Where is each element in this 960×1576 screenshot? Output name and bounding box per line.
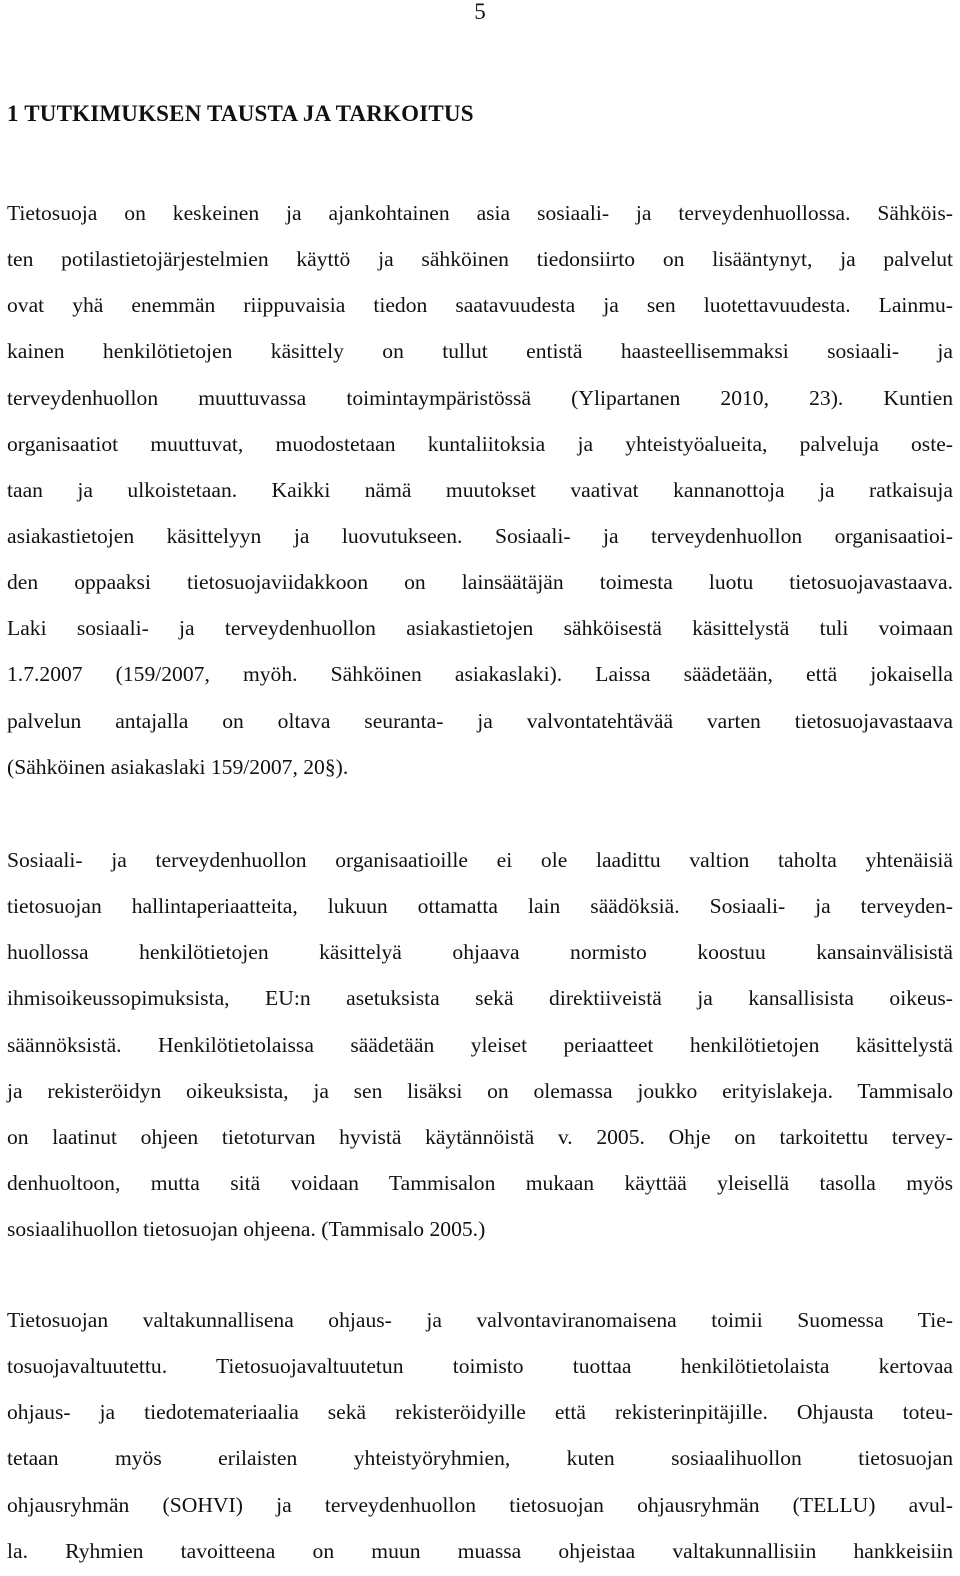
text-line: huollossa henkilötietojen käsittelyä ohjaava normisto koostuu kansainvälisistä — [7, 940, 953, 965]
text-line: tetaan myös erilaisten yhteistyöryhmien, kuten sosiaalihuollon tietosuojan — [7, 1446, 953, 1471]
text-line: ohjaus- ja tiedotemateriaalia sekä rekisteröidyille että rekisterinpitäjille. Ohjausta toteu- — [7, 1400, 953, 1425]
text-line: Laki sosiaali- ja terveydenhuollon asiakastietojen sähköisestä käsittelystä tuli voimaan — [7, 616, 953, 641]
text-line: den oppaaksi tietosuojaviidakkoon on lainsäätäjän toimesta luotu tietosuojavastaava. — [7, 570, 953, 595]
text-line: kainen henkilötietojen käsittely on tullut entistä haasteellisemmaksi sosiaali- ja — [7, 339, 953, 364]
text-line: ihmisoikeussopimuksista, EU:n asetuksista sekä direktiiveistä ja kansallisista oikeus- — [7, 986, 953, 1011]
text-line: tosuojavaltuutettu. Tietosuojavaltuutetun toimisto tuottaa henkilötietolaista kertovaa — [7, 1354, 953, 1379]
text-line: tietosuojan hallintaperiaatteita, lukuun ottamatta lain säädöksiä. Sosiaali- ja terveyden- — [7, 894, 953, 919]
text-line: on laatinut ohjeen tietoturvan hyvistä käytännöistä v. 2005. Ohje on tarkoitettu tervey- — [7, 1124, 953, 1149]
text-line: ovat yhä enemmän riippuvaisia tiedon saatavuudesta ja sen luotettavuudesta. Lainmu- — [7, 293, 953, 318]
text-line: (Sähköinen asiakaslaki 159/2007, 20§). — [7, 754, 349, 779]
text-line: Sosiaali- ja terveydenhuollon organisaatioille ei ole laadittu valtion taholta yhtenäisiä — [7, 848, 953, 872]
paragraph-2 — [7, 837, 953, 1252]
text-line: asiakastietojen käsittelyyn ja luovutukseen. Sosiaali- ja terveydenhuollon organisaatioi- — [7, 523, 953, 548]
paragraph-1 — [7, 190, 953, 790]
text-line: Tietosuojan valtakunnallisena ohjaus- ja valvontaviranomaisena toimii Suomessa Tie- — [7, 1308, 953, 1332]
text-line: ja rekisteröidyn oikeuksista, ja sen lisäksi on olemassa joukko erityislakeja. Tammisalo — [7, 1078, 953, 1103]
text-line: säännöksistä. Henkilötietolaissa säädetään yleiset periaatteet henkilötietojen käsittelystä — [7, 1032, 953, 1057]
text-line: Tietosuoja on keskeinen ja ajankohtainen asia sosiaali- ja terveydenhuollossa. Sähköis- — [7, 201, 953, 225]
page-number: 5 — [474, 0, 486, 24]
text-line: ohjausryhmän (SOHVI) ja terveydenhuollon tietosuojan ohjausryhmän (TELLU) avul- — [7, 1492, 953, 1517]
text-line: palvelun antajalla on oltava seuranta- ja valvontatehtävää varten tietosuojavastaava — [7, 708, 953, 733]
text-line: 1.7.2007 (159/2007, myöh. Sähköinen asiakaslaki). Laissa säädetään, että jokaisella — [7, 662, 953, 687]
section-heading: 1 TUTKIMUKSEN TAUSTA JA TARKOITUS — [7, 101, 474, 126]
text-line: ten potilastietojärjestelmien käyttö ja sähköinen tiedonsiirto on lisääntynyt, ja palvelut — [7, 247, 953, 272]
text-line: la. Ryhmien tavoitteena on muun muassa ohjeistaa valtakunnallisiin hankkeisiin — [7, 1538, 953, 1563]
text-line: organisaatiot muuttuvat, muodostetaan kuntaliitoksia ja yhteistyöalueita, palveluja oste- — [7, 431, 953, 456]
paragraph-3 — [7, 1297, 953, 1574]
text-line: sosiaalihuollon tietosuojan ohjeena. (Tammisalo 2005.) — [7, 1217, 486, 1242]
text-line: taan ja ulkoistetaan. Kaikki nämä muutokset vaativat kannanottoja ja ratkaisuja — [7, 477, 953, 502]
text-line: terveydenhuollon muuttuvassa toimintaympäristössä (Ylipartanen 2010, 23). Kuntien — [7, 385, 953, 410]
text-line: denhuoltoon, mutta sitä voidaan Tammisalon mukaan käyttää yleisellä tasolla myös — [7, 1170, 953, 1195]
